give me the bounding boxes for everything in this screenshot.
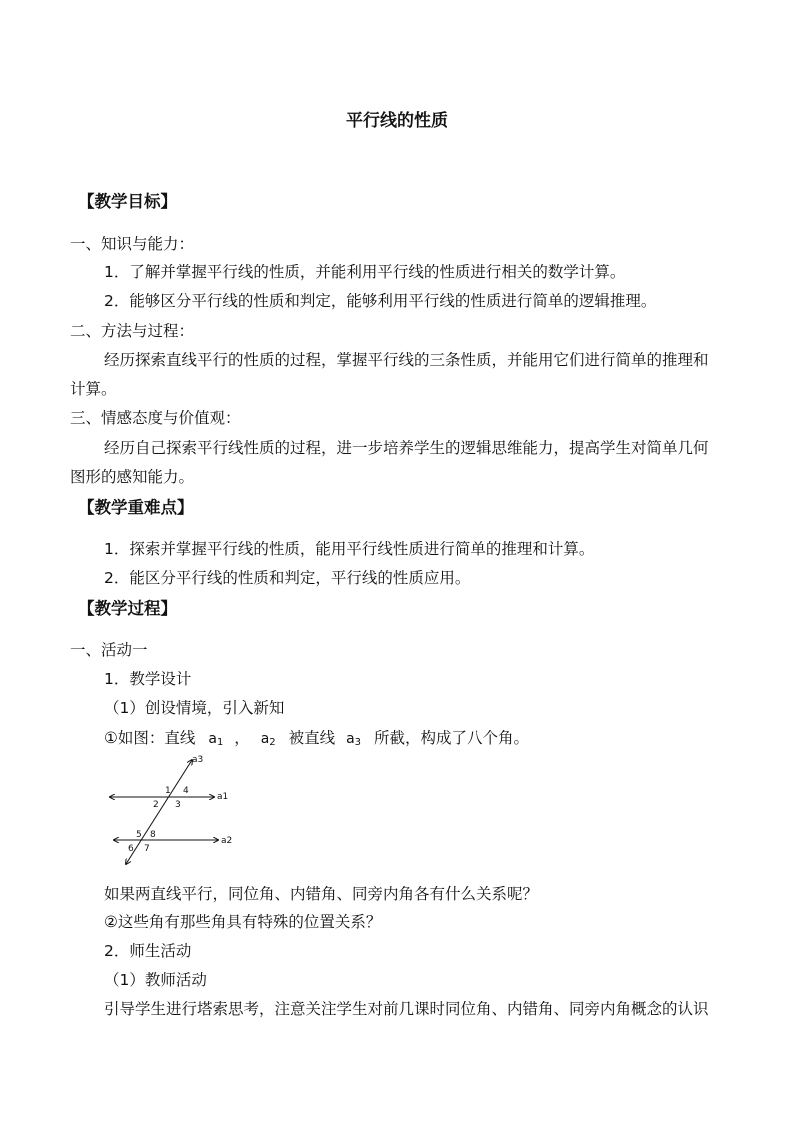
fig-angle-4: 4 [183,786,189,796]
goal-method-text-line2: 计算。 [70,380,117,398]
fig-angle-7: 7 [144,844,150,854]
section-key-points: 【教学重难点】 [78,498,194,517]
fig-angle-2: 2 [153,800,159,810]
goal-item-1: 1．了解并掌握平行线的性质，并能利用平行线的性质进行相关的数学计算。 [104,263,626,281]
goal-method-text-line1: 经历探索直线平行的性质的过程，掌握平行线的三条性质，并能用它们进行简单的推理和 [104,351,709,369]
goal-heading-knowledge: 一、知识与能力： [70,235,195,253]
parallel-lines-figure [100,752,250,870]
activity-one-heading: 一、活动一 [70,641,148,659]
cut-by-text: 被直线 [288,729,336,747]
comma-separator: ， [234,729,250,747]
goal-attitude-text-line2: 图形的感知能力。 [70,468,195,486]
goal-heading-method: 二、方法与过程： [70,322,195,340]
teaching-design-subheading: （1）创设情境，引入新知 [104,699,285,717]
teaching-design-heading: 1．教学设计 [104,670,192,688]
line-a3-label: $a_3$ [346,731,362,748]
teacher-activity-heading: （1）教师活动 [104,971,207,989]
keypoint-item-1: 1．探索并掌握平行线的性质，能用平行线性质进行简单的推理和计算。 [104,540,595,558]
line-a1-label: $a_1$ [208,731,224,748]
figure-intro-prefix: ①如图：直线 [104,729,196,747]
page-title: 平行线的性质 [346,111,448,131]
section-teaching-goals: 【教学目标】 [78,192,177,211]
question-2: ②这些角有那些角具有特殊的位置关系？ [104,913,382,931]
keypoint-item-2: 2．能区分平行线的性质和判定，平行线的性质应用。 [104,569,471,587]
teacher-student-activity-heading: 2．师生活动 [104,942,192,960]
fig-angle-1: 1 [165,786,171,796]
fig-label-a3: a3 [192,755,204,765]
goal-item-2: 2．能够区分平行线的性质和判定，能够利用平行线的性质进行简单的逻辑推理。 [104,292,657,310]
figure-intro-line [104,728,529,753]
line-a3 [126,760,192,864]
fig-angle-8: 8 [150,830,156,840]
goal-attitude-text-line1: 经历自己探索平行线性质的过程，进一步培养学生的逻辑思维能力，提高学生对简单几何 [104,439,709,457]
fig-label-a2: a2 [221,836,233,846]
teacher-activity-text: 引导学生进行塔索思考，注意关注学生对前几课时同位角、内错角、同旁内角概念的认识 [104,1000,709,1018]
figure-intro-suffix: 所截，构成了八个角。 [373,729,529,747]
goal-heading-attitude: 三、情感态度与价值观： [70,409,241,427]
section-teaching-process: 【教学过程】 [78,599,177,618]
line-a2-label: $a_2$ [260,731,276,748]
fig-angle-3: 3 [175,800,181,810]
fig-angle-6: 6 [128,844,134,854]
question-1: 如果两直线平行，同位角、内错角、同旁内角各有什么关系呢？ [104,885,539,903]
fig-angle-5: 5 [136,830,142,840]
fig-label-a1: a1 [217,792,229,802]
